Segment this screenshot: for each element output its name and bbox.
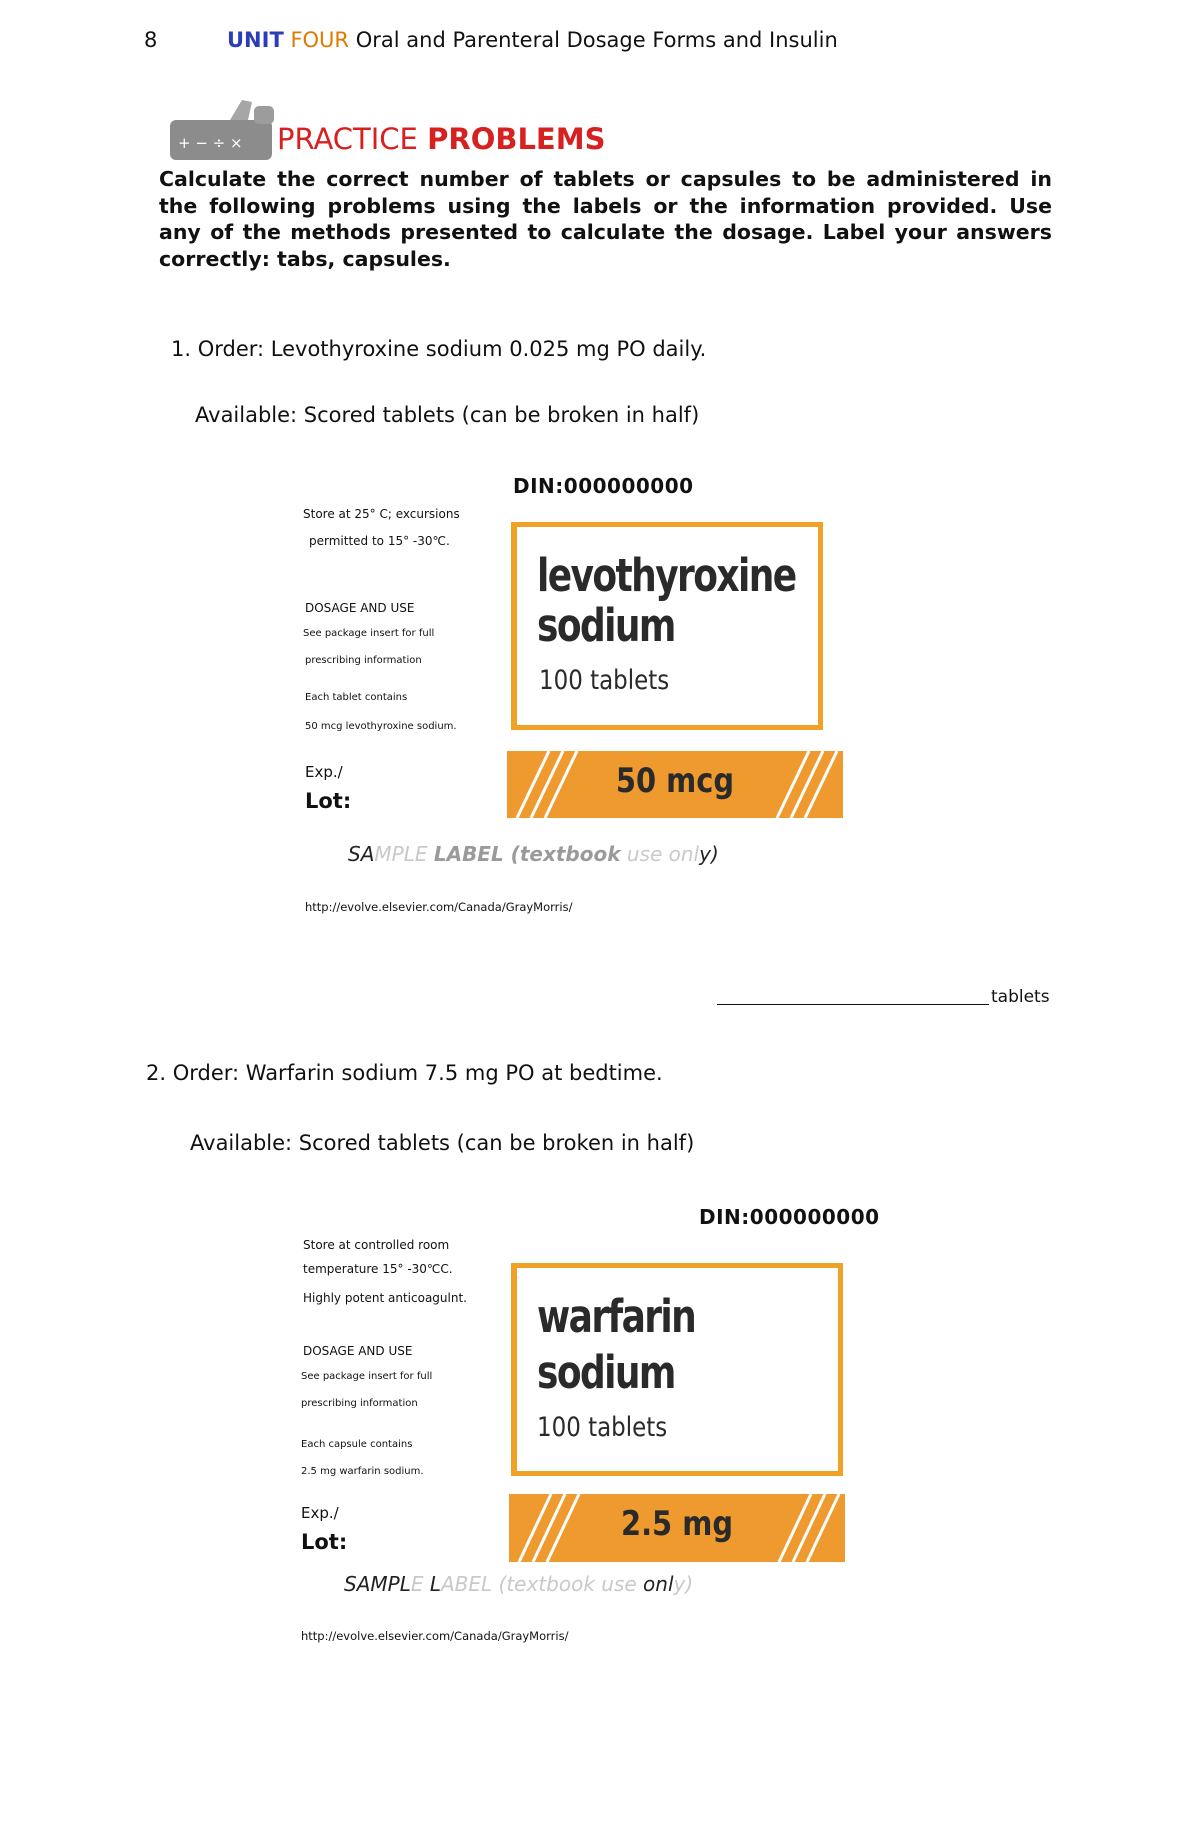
problem-2-tablet-count: 100 tablets: [537, 1412, 668, 1443]
problem-2-din: DIN:000000000: [699, 1205, 880, 1229]
problem-2-dosage-line-2: prescribing information: [301, 1398, 418, 1409]
problem-2-contains-line-1: Each capsule contains: [301, 1439, 413, 1450]
problem-1-drug-name-line-1: levothyroxine: [537, 549, 796, 602]
practice-title-bold: PROBLEMS: [427, 122, 606, 156]
running-header: [227, 28, 838, 52]
problem-2-storage-line-2: temperature 15° -30℃C.: [303, 1262, 453, 1276]
math-symbols: + − ÷ ×: [178, 134, 243, 152]
chapter-title: Oral and Parenteral Dosage Forms and Insulin: [355, 28, 838, 52]
page-number: 8: [144, 28, 158, 52]
problem-1-dosage-heading: DOSAGE AND USE: [305, 601, 415, 615]
problem-1-strength-bar: [507, 751, 843, 818]
problem-1-dosage-line-2: prescribing information: [305, 655, 422, 666]
problem-1-strength: 50 mcg: [615, 761, 735, 801]
unit-label: UNIT: [227, 28, 284, 52]
problem-1-contains-line-2: 50 mcg levothyroxine sodium.: [305, 721, 457, 732]
practice-title-light: PRACTICE: [277, 122, 418, 156]
problem-2-strength-bar: [509, 1494, 845, 1562]
problem-2-dosage-line-1: See package insert for full: [301, 1371, 433, 1382]
problem-1-answer-blank[interactable]: [717, 1004, 989, 1005]
problem-2-exp: Exp./: [301, 1504, 339, 1522]
problem-1-dosage-line-1: See package insert for full: [303, 628, 435, 639]
problem-1-drug-name-line-2: sodium: [537, 599, 675, 652]
problem-2-strength: 2.5 mg: [620, 1504, 734, 1544]
problem-2-available: Available: Scored tablets (can be broken in half): [190, 1131, 695, 1155]
problem-1-available: Available: Scored tablets (can be broken in half): [195, 403, 700, 427]
problem-2-dosage-heading: DOSAGE AND USE: [303, 1344, 413, 1358]
problem-1-tablet-count: 100 tablets: [539, 665, 670, 696]
problem-2-lot: Lot:: [301, 1530, 348, 1554]
practice-problems-heading: [277, 122, 606, 156]
problem-1-contains-line-1: Each tablet contains: [305, 692, 408, 703]
instructions-paragraph: Calculate the correct number of tablets or capsules to be administered in the following problems using the labels or the information provided. Use any of the methods presented to calculate the dosage. Label your answers correctly: tabs, capsules.: [159, 167, 1052, 271]
problem-1-sample-caption: SAMPLE LABEL (textbook use only): [348, 842, 719, 866]
problem-1-drug-label: [511, 522, 823, 730]
problem-1-source-url: http://evolve.elsevier.com/Canada/GrayMorris/: [305, 900, 573, 914]
problem-2-sample-caption: SAMPLE LABEL (textbook use only): [344, 1572, 694, 1596]
problem-2-drug-name-line-1: warfarin: [537, 1290, 696, 1343]
problem-1-answer-unit: tablets: [991, 987, 1050, 1007]
problem-1-lot: Lot:: [305, 789, 352, 813]
problem-2-source-url: http://evolve.elsevier.com/Canada/GrayMorris/: [301, 1629, 569, 1643]
problem-1-storage-line-1: Store at 25° C; excursions: [303, 507, 460, 521]
problem-1-din: DIN:000000000: [513, 474, 694, 498]
problem-1-order: 1. Order: Levothyroxine sodium 0.025 mg PO daily.: [171, 337, 707, 361]
problem-2-drug-label: [511, 1263, 843, 1476]
problem-2-order: 2. Order: Warfarin sodium 7.5 mg PO at bedtime.: [146, 1061, 663, 1085]
problem-2-drug-name-line-2: sodium: [537, 1346, 675, 1399]
calculator-hand-icon: [170, 98, 280, 170]
problem-2-storage-line-1: Store at controlled room: [303, 1238, 450, 1252]
problem-1-storage-line-2: permitted to 15° -30℃.: [309, 534, 450, 548]
unit-number: FOUR: [290, 28, 350, 52]
problem-2-storage-line-3: Highly potent anticoagulnt.: [303, 1291, 467, 1305]
problem-2-contains-line-2: 2.5 mg warfarin sodium.: [301, 1466, 424, 1477]
problem-1-exp: Exp./: [305, 763, 343, 781]
